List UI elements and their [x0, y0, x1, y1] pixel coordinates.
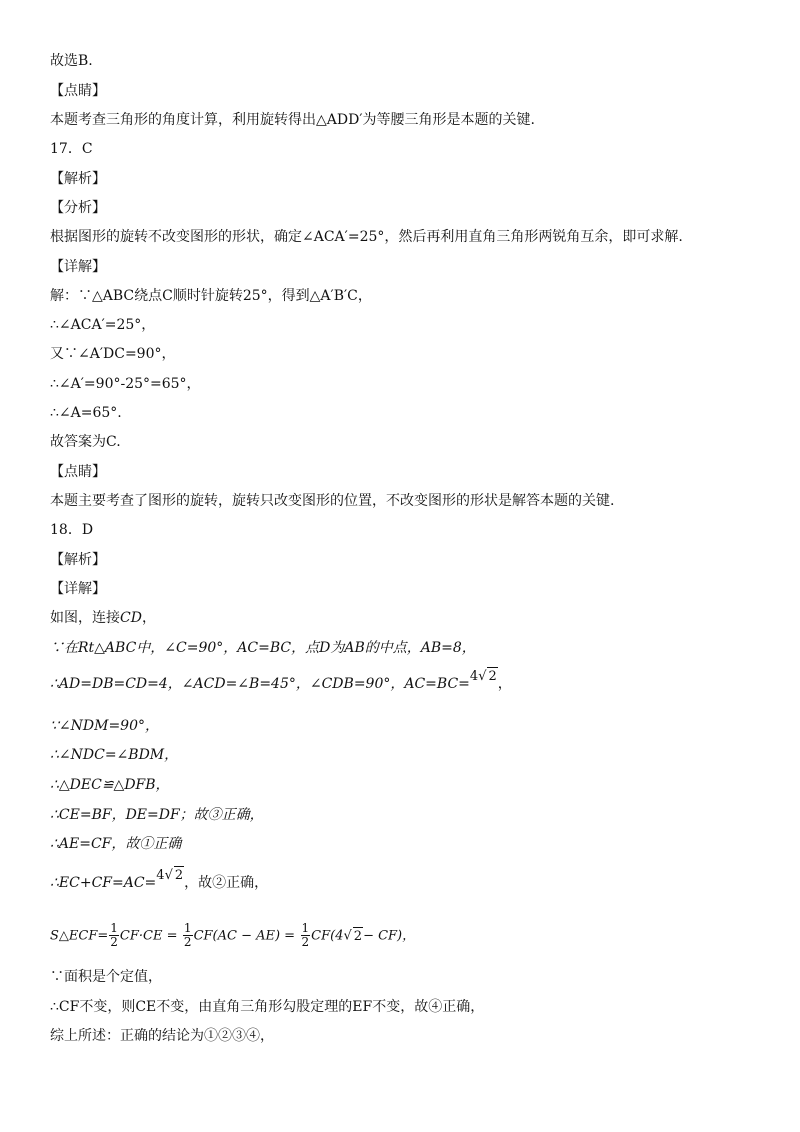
- section-label: 【解析】: [50, 171, 106, 187]
- text-line: 又∵∠A′DC=90°，: [50, 346, 176, 362]
- text-line: 综上所述：正确的结论为①②③④，: [50, 1028, 274, 1044]
- area-symbol: S△ECF=: [50, 928, 109, 944]
- fraction-denominator: 2: [183, 935, 192, 949]
- text-line: 故答案为C.: [50, 434, 121, 450]
- text-segment: ，: [497, 676, 512, 692]
- sqrt-coef: 4: [156, 868, 165, 883]
- text-line: ∴∠ACA′=25°，: [50, 317, 156, 333]
- sqrt-radicand: 2: [174, 868, 184, 883]
- fraction: [301, 922, 311, 949]
- text-line: ∴△DEC≌△DFB，: [50, 777, 170, 793]
- sqrt-expression: [156, 866, 184, 885]
- fraction-numerator: 1: [301, 921, 310, 935]
- fraction-denominator: 2: [301, 935, 310, 949]
- text-line: ∴∠A=65°.: [50, 405, 122, 421]
- text-segment: 如图，连接: [50, 610, 120, 626]
- formula-term: CF·CE =: [119, 928, 178, 944]
- fraction-numerator: 1: [183, 921, 192, 935]
- formula-term: CF(AC − AE) =: [193, 928, 296, 944]
- text-line: ∴∠NDC=∠BDM，: [50, 747, 179, 763]
- sqrt-sign: √: [343, 928, 352, 944]
- text-line: 本题考查三角形的角度计算，利用旋转得出△ADD′为等腰三角形是本题的关键.: [50, 112, 535, 128]
- text-segment: ∴EC+CF=AC=: [50, 875, 157, 891]
- section-label: 【点睛】: [50, 464, 106, 480]
- sqrt-sign: √: [478, 669, 487, 684]
- text-line: [50, 609, 156, 627]
- formula-term: CF(4: [311, 928, 344, 944]
- fraction-numerator: 1: [110, 921, 118, 935]
- fraction-denominator: 2: [110, 935, 118, 949]
- text-line: ∵∠NDM=90°，: [50, 718, 159, 734]
- sqrt-coef: 4: [469, 669, 479, 684]
- text-line: ∴∠A′=90°-25°=65°，: [50, 376, 201, 392]
- text-line: ∴CF不变，则CE不变，由直角三角形勾股定理的EF不变，故④正确，: [50, 999, 485, 1015]
- text-segment: ，: [141, 610, 156, 626]
- text-line: ∵在Rt△ABC中，∠C=90°，AC=BC，点D为AB的中点，AB=8，: [50, 640, 476, 656]
- sqrt-expression: [470, 667, 498, 686]
- formula-line: [50, 922, 415, 949]
- text-line: 本题主要考查了图形的旋转，旋转只改变图形的位置，不改变图形的形状是解答本题的关键.: [50, 493, 615, 509]
- fraction: [109, 922, 119, 949]
- text-line: ∴AE=CF，故①正确: [50, 836, 182, 852]
- sqrt-sign: √: [164, 868, 173, 883]
- section-label: 【点睛】: [50, 83, 106, 99]
- section-label: 【分析】: [50, 200, 106, 216]
- section-label: 【解析】: [50, 552, 106, 568]
- text-segment: ，故②正确，: [184, 875, 269, 891]
- fraction: [183, 922, 193, 949]
- text-line: 解：∵△ABC绕点C顺时针旋转25°，得到△A′B′C，: [50, 288, 372, 304]
- text-segment: ∴AD=DB=CD=4，∠ACD=∠B=45°，∠CDB=90°，AC=BC=: [50, 676, 470, 692]
- text-line: [50, 669, 512, 694]
- sqrt-radicand: 2: [353, 928, 363, 944]
- sqrt-radicand: 2: [488, 669, 497, 684]
- text-line: ∵面积是个定值，: [50, 969, 162, 985]
- section-label: 【详解】: [50, 581, 106, 597]
- text-line: 根据图形的旋转不改变图形的形状，确定∠ACA′=25°，然后再利用直角三角形两锐角互余，即可求解.: [50, 229, 683, 245]
- text-line: 故选B.: [50, 53, 93, 69]
- section-label: 【详解】: [50, 259, 106, 275]
- text-line: ∴CE=BF，DE=DF；故③正确，: [50, 807, 264, 823]
- question-number: 17．C: [50, 141, 93, 157]
- math-var: CD: [120, 610, 142, 626]
- formula-term: − CF)，: [363, 928, 416, 944]
- text-line: [50, 868, 269, 893]
- question-number: 18．D: [50, 522, 94, 538]
